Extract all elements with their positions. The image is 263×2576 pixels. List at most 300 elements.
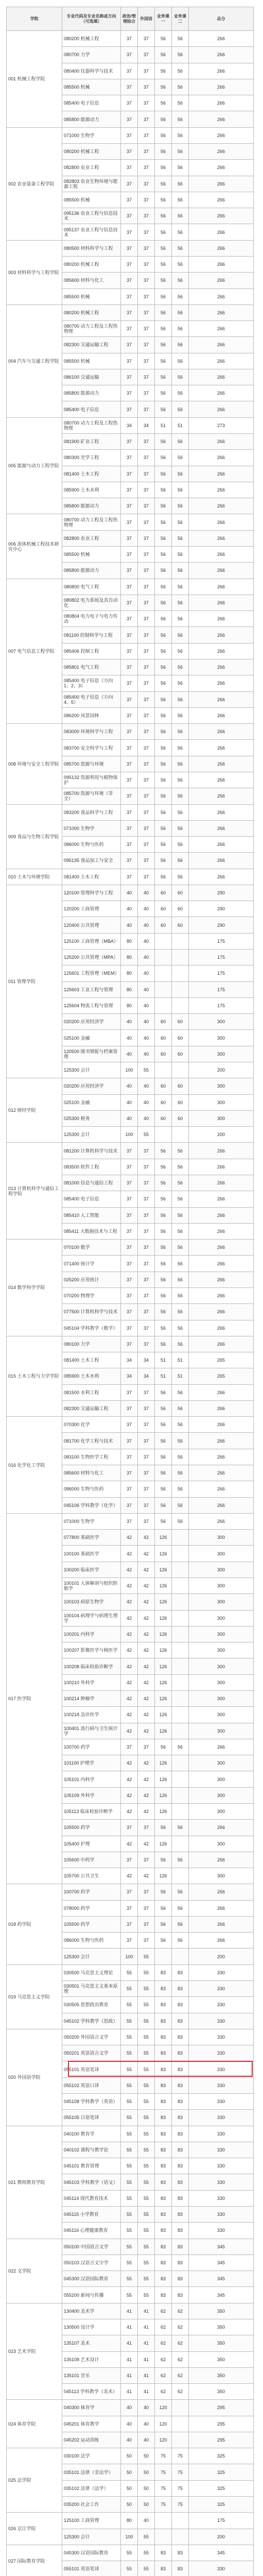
subject-two-score-cell: 83 bbox=[172, 2013, 189, 2029]
foreign-score-cell: 41 bbox=[138, 2335, 155, 2351]
foreign-score-cell: 55 bbox=[138, 1948, 155, 1964]
major-cell: 095136 农业工程与信息技术 bbox=[62, 208, 121, 224]
foreign-score-cell: 37 bbox=[138, 547, 155, 563]
major-cell: 045202 运动训练 bbox=[62, 2432, 121, 2448]
table-row bbox=[7, 1336, 254, 1352]
major-cell: 085900 土木水利 bbox=[62, 482, 121, 498]
subject-one-score-cell: 56 bbox=[155, 143, 172, 159]
total-score-cell: 300 bbox=[189, 1690, 254, 1706]
politics-score-cell: 34 bbox=[121, 1368, 138, 1384]
subject-one-score-cell bbox=[155, 1062, 172, 1078]
politics-score-cell: 37 bbox=[121, 659, 138, 675]
table-row bbox=[7, 2400, 254, 2416]
subject-two-score-cell: 83 bbox=[172, 2061, 189, 2077]
total-score-cell: 300 bbox=[189, 1803, 254, 1819]
major-cell: 080400 仪器科学与技术 bbox=[62, 63, 121, 79]
foreign-score-cell: 40 bbox=[138, 2416, 155, 2432]
major-cell: 030100 法学 bbox=[62, 2448, 121, 2464]
subject-two-score-cell: 56 bbox=[172, 579, 189, 595]
subject-two-score-cell: 56 bbox=[172, 95, 189, 111]
foreign-score-cell: 37 bbox=[138, 273, 155, 289]
dept-cell: 004 汽车与交通工程学院 bbox=[7, 304, 62, 417]
subject-one-score-cell: 56 bbox=[155, 1384, 172, 1400]
politics-score-cell: 42 bbox=[121, 1530, 138, 1546]
subject-two-score-cell: 56 bbox=[172, 31, 189, 47]
subject-one-score-cell: 56 bbox=[155, 1900, 172, 1916]
subject-one-score-cell: 56 bbox=[155, 111, 172, 127]
subject-one-score-cell: 56 bbox=[155, 691, 172, 707]
major-cell: 086000 生物与医药 bbox=[62, 1481, 121, 1497]
subject-one-score-cell: 60 bbox=[155, 1046, 172, 1062]
foreign-score-cell: 42 bbox=[138, 1836, 155, 1852]
total-score-cell: 345 bbox=[189, 2239, 254, 2255]
subject-two-score-cell: 56 bbox=[172, 1336, 189, 1352]
total-score-cell: 350 bbox=[189, 2319, 254, 2335]
subject-one-score-cell: 120 bbox=[155, 2400, 172, 2416]
foreign-score-cell: 40 bbox=[138, 1046, 155, 1062]
table-row bbox=[7, 2126, 254, 2142]
total-score-cell: 266 bbox=[189, 79, 254, 95]
dept-cell: 027 国际教育学院 bbox=[7, 2545, 62, 2576]
major-cell: 125300 会计 bbox=[62, 1948, 121, 1964]
total-score-cell: 266 bbox=[189, 401, 254, 417]
major-cell: 105101 内科学 bbox=[62, 1771, 121, 1787]
politics-score-cell: 37 bbox=[121, 240, 138, 256]
subject-one-score-cell: 126 bbox=[155, 1755, 172, 1771]
major-cell: 050201 英语语言文学 bbox=[62, 2045, 121, 2061]
subject-two-score-cell: 56 bbox=[172, 63, 189, 79]
politics-score-cell: 42 bbox=[121, 1658, 138, 1674]
subject-one-score-cell: 56 bbox=[155, 353, 172, 369]
subject-one-score-cell: 56 bbox=[155, 1852, 172, 1868]
subject-one-score-cell: 56 bbox=[155, 434, 172, 450]
subject-two-score-cell: 56 bbox=[172, 1256, 189, 1272]
major-cell: 045115 小学教育 bbox=[62, 2206, 121, 2222]
subject-one-score-cell: 83 bbox=[155, 2094, 172, 2110]
foreign-score-cell: 37 bbox=[138, 804, 155, 820]
foreign-score-cell: 37 bbox=[138, 337, 155, 353]
header-foreign-language: 外国语 bbox=[138, 7, 155, 31]
subject-two-score-cell: 56 bbox=[172, 1304, 189, 1320]
subject-one-score-cell: 56 bbox=[155, 530, 172, 546]
foreign-score-cell: 55 bbox=[138, 2239, 155, 2255]
subject-two-score-cell: 75 bbox=[172, 2448, 189, 2464]
foreign-score-cell: 37 bbox=[138, 1272, 155, 1287]
subject-two-score-cell: 56 bbox=[172, 1465, 189, 1481]
politics-score-cell: 37 bbox=[121, 1207, 138, 1223]
total-score-cell: 266 bbox=[189, 160, 254, 176]
politics-score-cell: 37 bbox=[121, 1433, 138, 1449]
subject-two-score-cell: 56 bbox=[172, 176, 189, 192]
subject-one-score-cell: 51 bbox=[155, 417, 172, 433]
foreign-score-cell: 55 bbox=[138, 2561, 155, 2576]
score-table-body bbox=[7, 31, 254, 2576]
foreign-score-cell: 55 bbox=[138, 2094, 155, 2110]
major-cell: 040300 体育学 bbox=[62, 2400, 121, 2416]
politics-score-cell: 42 bbox=[121, 1690, 138, 1706]
subject-two-score-cell: 60 bbox=[172, 1014, 189, 1030]
foreign-score-cell: 37 bbox=[138, 385, 155, 401]
foreign-score-cell: 37 bbox=[138, 401, 155, 417]
subject-two-score-cell: 83 bbox=[172, 2110, 189, 2126]
table-row bbox=[7, 1078, 254, 1094]
major-cell: 086000 生物与医药 bbox=[62, 837, 121, 853]
major-cell: 045300 汉语国际教育 bbox=[62, 2271, 121, 2287]
subject-two-score-cell bbox=[172, 997, 189, 1013]
foreign-score-cell: 50 bbox=[138, 2464, 155, 2480]
foreign-score-cell: 50 bbox=[138, 2480, 155, 2496]
subject-two-score-cell: 60 bbox=[172, 885, 189, 901]
subject-one-score-cell: 56 bbox=[155, 1739, 172, 1755]
total-score-cell: 266 bbox=[189, 756, 254, 772]
politics-score-cell: 42 bbox=[121, 1578, 138, 1594]
politics-score-cell: 55 bbox=[121, 2029, 138, 2045]
major-cell: 105109 外科学 bbox=[62, 1787, 121, 1803]
subject-one-score-cell: 56 bbox=[155, 1465, 172, 1481]
foreign-score-cell: 34 bbox=[138, 417, 155, 433]
subject-two-score-cell bbox=[172, 1803, 189, 1819]
subject-one-score-cell: 56 bbox=[155, 1223, 172, 1239]
subject-two-score-cell: 56 bbox=[172, 482, 189, 498]
subject-one-score-cell: 56 bbox=[155, 1240, 172, 1256]
foreign-score-cell: 42 bbox=[138, 1626, 155, 1642]
subject-one-score-cell: 56 bbox=[155, 176, 172, 192]
foreign-score-cell: 37 bbox=[138, 1143, 155, 1159]
foreign-score-cell: 42 bbox=[138, 1868, 155, 1884]
subject-two-score-cell: 56 bbox=[172, 111, 189, 127]
subject-two-score-cell bbox=[172, 1642, 189, 1658]
foreign-score-cell: 37 bbox=[138, 788, 155, 804]
subject-two-score-cell: 62 bbox=[172, 2303, 189, 2319]
major-cell: 080100 力学 bbox=[62, 1336, 121, 1352]
major-cell: 045104 学科教学（数学） bbox=[62, 1320, 121, 1336]
foreign-score-cell: 37 bbox=[138, 1384, 155, 1400]
total-score-cell: 266 bbox=[189, 466, 254, 482]
foreign-score-cell: 37 bbox=[138, 1433, 155, 1449]
foreign-score-cell: 40 bbox=[138, 2432, 155, 2448]
major-cell: 105600 中药学 bbox=[62, 1852, 121, 1868]
foreign-score-cell: 42 bbox=[138, 1771, 155, 1787]
subject-two-score-cell: 56 bbox=[172, 514, 189, 530]
header-subject-two: 业务课二 bbox=[172, 7, 189, 31]
politics-score-cell: 37 bbox=[121, 434, 138, 450]
subject-one-score-cell: 56 bbox=[155, 1513, 172, 1529]
subject-two-score-cell bbox=[172, 2416, 189, 2432]
total-score-cell: 266 bbox=[189, 385, 254, 401]
major-cell: 082800 农业工程 bbox=[62, 530, 121, 546]
foreign-score-cell: 37 bbox=[138, 1336, 155, 1352]
politics-score-cell: 37 bbox=[121, 1916, 138, 1932]
foreign-score-cell: 37 bbox=[138, 111, 155, 127]
subject-one-score-cell bbox=[155, 2529, 172, 2545]
total-score-cell: 266 bbox=[189, 224, 254, 240]
foreign-score-cell: 41 bbox=[138, 2319, 155, 2335]
subject-two-score-cell: 60 bbox=[172, 1046, 189, 1062]
major-cell: 045113 学科教学（美术） bbox=[62, 2384, 121, 2400]
politics-score-cell: 41 bbox=[121, 2335, 138, 2351]
subject-two-score-cell: 56 bbox=[172, 740, 189, 756]
politics-score-cell: 37 bbox=[121, 63, 138, 79]
major-cell: 071000 生物学 bbox=[62, 820, 121, 836]
total-score-cell: 350 bbox=[189, 2367, 254, 2383]
foreign-score-cell: 37 bbox=[138, 1933, 155, 1948]
subject-one-score-cell: 83 bbox=[155, 2142, 172, 2158]
foreign-score-cell: 42 bbox=[138, 1787, 155, 1803]
subject-two-score-cell: 56 bbox=[172, 1739, 189, 1755]
major-cell: 095135 食品加工与安全 bbox=[62, 853, 121, 869]
major-cell: 080200 机械工程 bbox=[62, 143, 121, 159]
subject-one-score-cell: 56 bbox=[155, 788, 172, 804]
foreign-score-cell: 37 bbox=[138, 304, 155, 320]
subject-two-score-cell: 56 bbox=[172, 1272, 189, 1287]
foreign-score-cell: 37 bbox=[138, 63, 155, 79]
dept-cell: 025 法学院 bbox=[7, 2448, 62, 2513]
major-cell: 100700 药学 bbox=[62, 1739, 121, 1755]
subject-two-score-cell bbox=[172, 1787, 189, 1803]
major-cell: 085500 机械 bbox=[62, 289, 121, 304]
subject-two-score-cell: 56 bbox=[172, 1223, 189, 1239]
politics-score-cell: 37 bbox=[121, 1159, 138, 1175]
dept-cell: 022 文学院 bbox=[7, 2239, 62, 2303]
total-score-cell: 266 bbox=[189, 353, 254, 369]
dept-cell: 020 外国语学院 bbox=[7, 2029, 62, 2126]
politics-score-cell: 100 bbox=[121, 1127, 138, 1143]
total-score-cell: 175 bbox=[189, 933, 254, 949]
total-score-cell: 300 bbox=[189, 1836, 254, 1852]
foreign-score-cell: 37 bbox=[138, 208, 155, 224]
foreign-score-cell: 40 bbox=[138, 917, 155, 933]
foreign-score-cell: 37 bbox=[138, 611, 155, 627]
subject-one-score-cell: 56 bbox=[155, 724, 172, 740]
politics-score-cell: 40 bbox=[121, 917, 138, 933]
total-score-cell: 266 bbox=[189, 273, 254, 289]
major-cell: 085600 材料与化工 bbox=[62, 273, 121, 289]
total-score-cell: 273 bbox=[189, 417, 254, 433]
politics-score-cell: 37 bbox=[121, 47, 138, 63]
major-cell: 081400 土木工程 bbox=[62, 869, 121, 885]
subject-one-score-cell: 56 bbox=[155, 1207, 172, 1223]
total-score-cell: 345 bbox=[189, 2287, 254, 2303]
major-cell: 045106 学科教学（化学） bbox=[62, 1497, 121, 1513]
subject-two-score-cell bbox=[172, 1562, 189, 1578]
major-cell: 055101 英语笔译 bbox=[62, 2561, 121, 2576]
subject-one-score-cell: 83 bbox=[155, 1964, 172, 1980]
total-score-cell: 266 bbox=[189, 1304, 254, 1320]
subject-one-score-cell: 56 bbox=[155, 627, 172, 643]
total-score-cell: 266 bbox=[189, 1143, 254, 1159]
foreign-score-cell: 55 bbox=[138, 2126, 155, 2142]
total-score-cell: 266 bbox=[189, 434, 254, 450]
dept-cell: 012 财经学院 bbox=[7, 1078, 62, 1143]
total-score-cell: 330 bbox=[189, 2061, 254, 2077]
table-row bbox=[7, 2513, 254, 2529]
subject-two-score-cell bbox=[172, 1948, 189, 1964]
subject-one-score-cell: 56 bbox=[155, 1417, 172, 1433]
subject-one-score-cell: 56 bbox=[155, 643, 172, 659]
foreign-score-cell: 37 bbox=[138, 1175, 155, 1191]
total-score-cell: 330 bbox=[189, 2013, 254, 2029]
subject-two-score-cell bbox=[172, 1578, 189, 1594]
foreign-score-cell: 37 bbox=[138, 31, 155, 47]
subject-one-score-cell: 126 bbox=[155, 1674, 172, 1690]
table-row bbox=[7, 2448, 254, 2464]
foreign-score-cell: 42 bbox=[138, 1562, 155, 1578]
subject-one-score-cell: 60 bbox=[155, 1078, 172, 1094]
dept-cell: 002 农业装备工程学院 bbox=[7, 127, 62, 240]
table-row bbox=[7, 1240, 254, 1256]
foreign-score-cell: 40 bbox=[138, 965, 155, 981]
total-score-cell: 266 bbox=[189, 530, 254, 546]
subject-two-score-cell: 56 bbox=[172, 1287, 189, 1303]
subject-two-score-cell: 51 bbox=[172, 417, 189, 433]
major-cell: 080804 电力电子与电力传动 bbox=[62, 611, 121, 627]
total-score-cell: 300 bbox=[189, 1578, 254, 1594]
politics-score-cell: 37 bbox=[121, 1481, 138, 1497]
total-score-cell: 290 bbox=[189, 917, 254, 933]
politics-score-cell: 42 bbox=[121, 1707, 138, 1723]
subject-two-score-cell: 83 bbox=[172, 2271, 189, 2287]
major-cell: 083500 软件工程 bbox=[62, 1159, 121, 1175]
major-cell: 082800 农业工程 bbox=[62, 160, 121, 176]
subject-two-score-cell: 75 bbox=[172, 2497, 189, 2513]
subject-one-score-cell: 56 bbox=[155, 707, 172, 723]
foreign-score-cell: 40 bbox=[138, 997, 155, 1013]
subject-one-score-cell: 126 bbox=[155, 1836, 172, 1852]
politics-score-cell: 37 bbox=[121, 143, 138, 159]
table-row bbox=[7, 2239, 254, 2255]
dept-cell: 010 土木与环境学院 bbox=[7, 869, 62, 885]
politics-score-cell: 37 bbox=[121, 1739, 138, 1755]
major-cell: 055105 日语笔译 bbox=[62, 2110, 121, 2126]
major-cell: 083100 生物医学工程 bbox=[62, 1449, 121, 1465]
total-score-cell: 265 bbox=[189, 1352, 254, 1368]
foreign-score-cell: 37 bbox=[138, 79, 155, 95]
total-score-cell: 300 bbox=[189, 1014, 254, 1030]
subject-one-score-cell: 62 bbox=[155, 2351, 172, 2367]
major-cell: 045201 体育教学 bbox=[62, 2416, 121, 2432]
foreign-score-cell: 37 bbox=[138, 176, 155, 192]
major-cell: 078000 药学 bbox=[62, 1900, 121, 1916]
major-cell: 085500 机械 bbox=[62, 353, 121, 369]
total-score-cell: 295 bbox=[189, 2432, 254, 2448]
major-cell: 100200 临床医学 bbox=[62, 1562, 121, 1578]
total-score-cell: 266 bbox=[189, 1900, 254, 1916]
subject-two-score-cell: 83 bbox=[172, 2239, 189, 2255]
subject-one-score-cell: 56 bbox=[155, 63, 172, 79]
subject-one-score-cell: 83 bbox=[155, 2287, 172, 2303]
total-score-cell: 266 bbox=[189, 337, 254, 353]
subject-two-score-cell bbox=[172, 1723, 189, 1739]
subject-one-score-cell: 126 bbox=[155, 1562, 172, 1578]
total-score-cell: 266 bbox=[189, 450, 254, 466]
subject-one-score-cell: 126 bbox=[155, 1578, 172, 1594]
total-score-cell: 300 bbox=[189, 1642, 254, 1658]
foreign-score-cell: 50 bbox=[138, 2497, 155, 2513]
politics-score-cell: 37 bbox=[121, 643, 138, 659]
politics-score-cell: 40 bbox=[121, 2400, 138, 2416]
total-score-cell: 300 bbox=[189, 1771, 254, 1787]
subject-one-score-cell: 62 bbox=[155, 2303, 172, 2319]
dept-cell: 003 材料科学与工程学院 bbox=[7, 240, 62, 304]
politics-score-cell: 80 bbox=[121, 2513, 138, 2529]
subject-one-score-cell: 51 bbox=[155, 1368, 172, 1384]
foreign-score-cell: 37 bbox=[138, 498, 155, 514]
politics-score-cell: 40 bbox=[121, 1014, 138, 1030]
foreign-score-cell: 40 bbox=[138, 1094, 155, 1110]
total-score-cell: 266 bbox=[189, 563, 254, 579]
foreign-score-cell: 37 bbox=[138, 1256, 155, 1272]
subject-two-score-cell: 56 bbox=[172, 434, 189, 450]
politics-score-cell: 37 bbox=[121, 466, 138, 482]
subject-one-score-cell: 60 bbox=[155, 1014, 172, 1030]
politics-score-cell: 37 bbox=[121, 869, 138, 885]
subject-one-score-cell: 56 bbox=[155, 256, 172, 272]
total-score-cell: 300 bbox=[189, 1094, 254, 1110]
major-cell: 055200 新闻与传播 bbox=[62, 2287, 121, 2303]
total-score-cell: 266 bbox=[189, 853, 254, 869]
subject-one-score-cell: 56 bbox=[155, 160, 172, 176]
foreign-score-cell: 37 bbox=[138, 1304, 155, 1320]
foreign-score-cell: 37 bbox=[138, 192, 155, 208]
subject-two-score-cell: 83 bbox=[172, 2190, 189, 2206]
subject-one-score-cell: 56 bbox=[155, 853, 172, 869]
major-cell: 120100 管理科学与工程 bbox=[62, 885, 121, 901]
subject-two-score-cell: 83 bbox=[172, 2561, 189, 2576]
politics-score-cell: 37 bbox=[121, 369, 138, 385]
total-score-cell: 265 bbox=[189, 1368, 254, 1384]
subject-two-score-cell: 56 bbox=[172, 756, 189, 772]
score-table bbox=[6, 7, 254, 2576]
politics-score-cell: 42 bbox=[121, 1594, 138, 1610]
major-cell: 082803 农业生物环境与能源工程 bbox=[62, 176, 121, 192]
foreign-score-cell: 37 bbox=[138, 853, 155, 869]
major-cell: 025300 税务 bbox=[62, 1110, 121, 1126]
total-score-cell: 330 bbox=[189, 2110, 254, 2126]
foreign-score-cell: 37 bbox=[138, 240, 155, 256]
subject-two-score-cell: 56 bbox=[172, 385, 189, 401]
table-row bbox=[7, 724, 254, 740]
major-cell: 081400 土木工程 bbox=[62, 1352, 121, 1368]
major-cell: 085400 电子信息 bbox=[62, 1191, 121, 1207]
major-cell: 085406 控制工程 bbox=[62, 643, 121, 659]
subject-two-score-cell: 56 bbox=[172, 563, 189, 579]
subject-one-score-cell: 60 bbox=[155, 1030, 172, 1046]
table-row bbox=[7, 240, 254, 256]
subject-two-score-cell: 60 bbox=[172, 1030, 189, 1046]
major-cell: 077800 基础医学 bbox=[62, 1530, 121, 1546]
politics-score-cell: 41 bbox=[121, 2367, 138, 2383]
foreign-score-cell: 37 bbox=[138, 1159, 155, 1175]
politics-score-cell: 37 bbox=[121, 385, 138, 401]
major-cell: 040100 教育学 bbox=[62, 2126, 121, 2142]
politics-score-cell: 37 bbox=[121, 289, 138, 304]
total-score-cell: 325 bbox=[189, 2464, 254, 2480]
politics-score-cell: 37 bbox=[121, 1820, 138, 1836]
major-cell: 050100 中国语言文学 bbox=[62, 2239, 121, 2255]
foreign-score-cell: 55 bbox=[138, 2545, 155, 2561]
subject-two-score-cell: 56 bbox=[172, 707, 189, 723]
total-score-cell: 266 bbox=[189, 1820, 254, 1836]
subject-one-score-cell: 56 bbox=[155, 304, 172, 320]
subject-one-score-cell: 83 bbox=[155, 2561, 172, 2576]
major-cell: 030500 马克思主义理论 bbox=[62, 1964, 121, 1980]
subject-two-score-cell bbox=[172, 2529, 189, 2545]
total-score-cell: 200 bbox=[189, 1062, 254, 1078]
major-cell: 025100 金融 bbox=[62, 1030, 121, 1046]
subject-two-score-cell bbox=[172, 1658, 189, 1674]
foreign-score-cell: 41 bbox=[138, 2351, 155, 2367]
total-score-cell: 266 bbox=[189, 208, 254, 224]
